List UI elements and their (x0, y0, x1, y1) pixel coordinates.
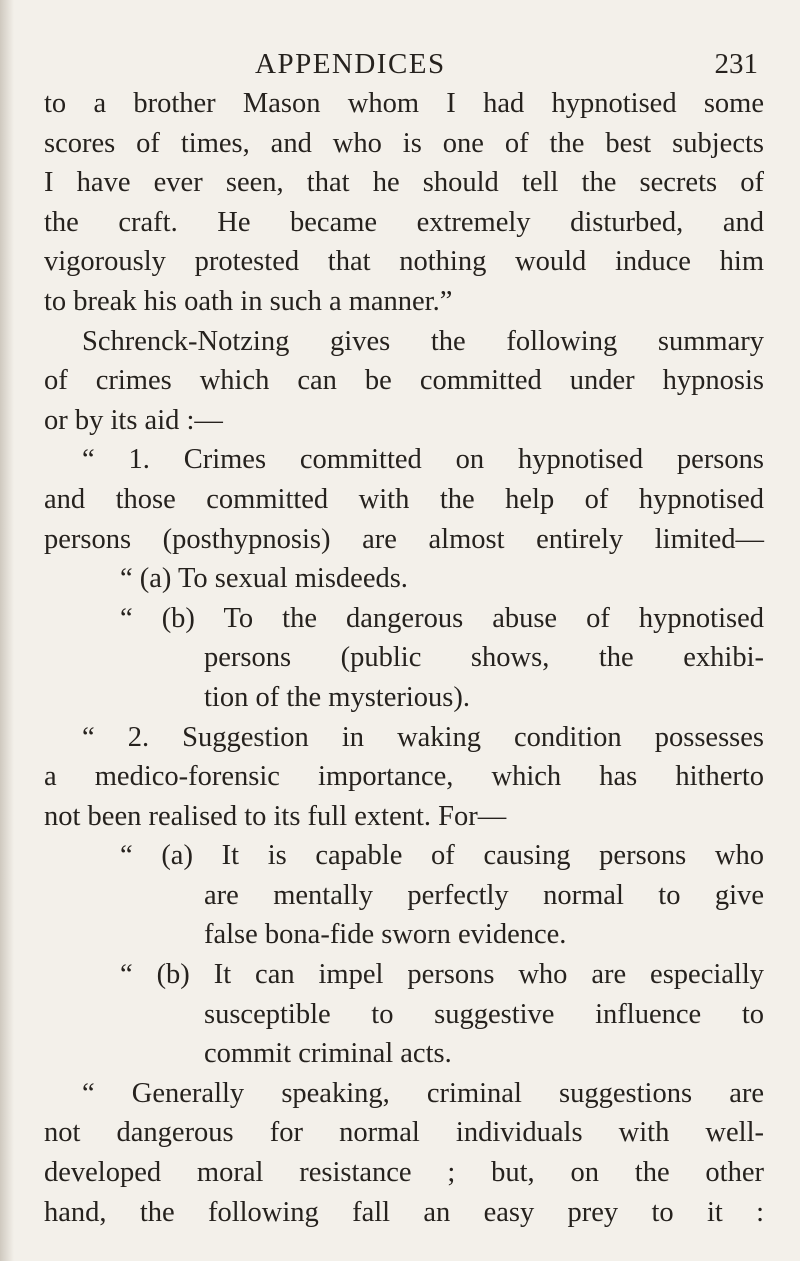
text-line: Schrenck-Notzing gives the following summary (82, 325, 764, 357)
text-line: persons (public shows, the exhibi- (204, 642, 764, 674)
text-line: “ Generally speaking, criminal suggestions are (82, 1077, 764, 1109)
text-line: commit criminal acts. (204, 1038, 452, 1070)
text-line: scores of times, and who is one of the best subjects (44, 127, 764, 159)
running-head: APPENDICES (255, 48, 446, 80)
text-line: “ (b) To the dangerous abuse of hypnotised (120, 602, 764, 634)
text-line: not been realised to its full extent. For— (44, 800, 507, 832)
text-line: are mentally perfectly normal to give (204, 879, 764, 911)
text-line: not dangerous for normal individuals with well- (44, 1117, 764, 1149)
text-line: to a brother Mason whom I had hypnotised some (44, 88, 764, 119)
text-line: of crimes which can be committed under hypnosis (44, 365, 764, 397)
text-line: persons (posthypnosis) are almost entirely limited— (44, 523, 764, 555)
text-line: “ (a) To sexual misdeeds. (120, 563, 408, 595)
body-text (44, 84, 764, 1232)
text-line: tion of the mysterious). (204, 681, 470, 713)
text-line: “ 1. Crimes committed on hypnotised persons (82, 444, 764, 476)
page-header (44, 40, 764, 84)
text-line: the craft. He became extremely disturbed, and (44, 206, 764, 238)
text-line: and those committed with the help of hypnotised (44, 483, 764, 515)
text-line: hand, the following fall an easy prey to it : (44, 1196, 764, 1228)
text-line: vigorously protested that nothing would induce him (44, 246, 764, 278)
text-line: “ (b) It can impel persons who are especially (120, 959, 764, 991)
text-line: “ 2. Suggestion in waking condition possesses (82, 721, 764, 753)
book-page (44, 40, 764, 1232)
text-line: susceptible to suggestive influence to (204, 998, 764, 1030)
text-line: a medico-forensic importance, which has hitherto (44, 761, 764, 793)
text-line: I have ever seen, that he should tell the secrets of (44, 167, 764, 199)
page-edge-shadow (0, 0, 14, 1261)
text-line: false bona-fide sworn evidence. (204, 919, 567, 951)
text-line: or by its aid :— (44, 404, 223, 436)
text-line: to break his oath in such a manner.” (44, 285, 453, 317)
text-line: developed moral resistance ; but, on the other (44, 1157, 764, 1189)
text-line: “ (a) It is capable of causing persons who (120, 840, 764, 872)
page-number: 231 (714, 48, 758, 80)
